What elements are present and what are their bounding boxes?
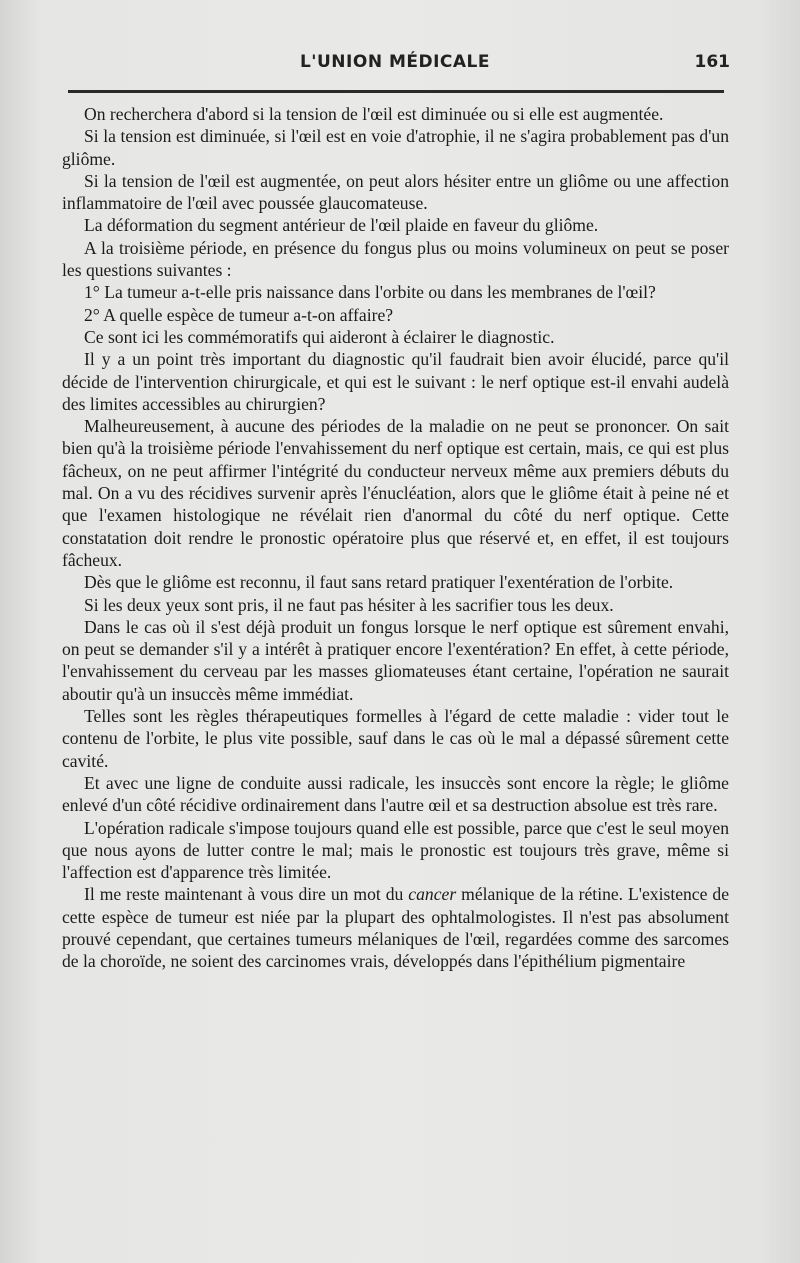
paragraph: 2° A quelle espèce de tumeur a-t-on affaire? [84, 304, 394, 325]
paragraph: L'opération radicale s'impose toujours quand elle est possible, parce que c'est le seul moyen que nous ayons de lutter contre le mal; mais le pronostic est toujours très grave, même si l'affection est d'apparence très limitée. [62, 817, 729, 883]
page-number: 161 [694, 52, 730, 72]
paragraph: 1° La tumeur a-t-elle pris naissance dans l'orbite ou dans les membranes de l'œil? [84, 282, 656, 303]
paragraph: Dans le cas où il s'est déjà produit un fongus lorsque le nerf optique est sûrement envahi, on peut se demander s'il y a intérêt à pratiquer encore l'exentération? En effet, à cette période, l'envahissement du cerveau par les masses gliomateuses étant certaine, l'opération ne saurait aboutir qu'à un insuccès même immédiat. [62, 616, 729, 704]
journal-title: L'UNION MÉDICALE [299, 52, 491, 72]
paragraph: Si la tension est diminuée, si l'œil est en voie d'atrophie, il ne s'agira probablement pas d'un gliôme. [62, 126, 729, 169]
paragraph: On recherchera d'abord si la tension de l'œil est diminuée ou si elle est augmentée. [84, 104, 664, 124]
paragraph: Si les deux yeux sont pris, il ne faut pas hésiter à les sacrifier tous les deux. [84, 594, 614, 615]
paragraph: Malheureusement, à aucune des périodes de la maladie on ne peut se prononcer. On sait bien qu'à la troisième période l'envahissement du nerf optique est certain, mais, ce qui est plus fâcheux, on ne peut affirmer l'intégrité du conducteur nerveux même aux premiers débuts du mal. On a vu des récidives survenir après l'énucléation, alors que le gliôme était à peine né et que l'examen histologique ne révélait rien d'anormal du côté du nerf optique. Cette constatation doit rendre le pronostic opératoire plus que réservé et, en effet, il est toujours fâcheux. [62, 416, 729, 570]
paragraph: Dès que le gliôme est reconnu, il faut sans retard pratiquer l'exentération de l'orbite. [84, 572, 674, 593]
article-body [62, 103, 729, 973]
text-run: mélanique de la rétine. L'existence de cette espèce de tumeur est niée par la plupart des ophtalmologistes. Il n'est pas absolument prouvé cependant, que certaines tumeurs mélaniques de l'œil, regardées comme des sarcomes de la choroïde, ne soient des carcinomes vrais, développés dans l'épithélium pigmentaire [62, 884, 730, 972]
paragraph: Telles sont les règles thérapeutiques formelles à l'égard de cette maladie : vider tout le contenu de l'orbite, le plus vite possible, sauf dans le cas où le mal a dépassé sûrement cette cavité. [62, 706, 729, 771]
paragraph: La déformation du segment antérieur de l'œil plaide en faveur du gliôme. [84, 215, 599, 236]
text-run: Il me reste maintenant à vous dire un mot du [84, 884, 409, 905]
paragraph: Et avec une ligne de conduite aussi radicale, les insuccès sont encore la règle; le gliôme enlevé d'un côté récidive ordinairement dans l'autre œil et sa destruction absolue est très rare. [62, 772, 729, 816]
paragraph: Si la tension de l'œil est augmentée, on peut alors hésiter entre un gliôme ou une affection inflammatoire de l'œil avec poussée glaucomateuse. [62, 170, 729, 214]
paragraph: A la troisième période, en présence du fongus plus ou moins volumineux on peut se poser les questions suivantes : [62, 237, 729, 281]
paragraph: Il y a un point très important du diagnostic qu'il faudrait bien avoir élucidé, parce qu'il décide de l'intervention chirurgicale, et qui est le suivant : le nerf optique est-il envahi audelà des limites accessibles au chirurgien? [62, 349, 729, 414]
paragraph-last [62, 883, 729, 972]
paragraph: Ce sont ici les commémoratifs qui aideront à éclairer le diagnostic. [84, 326, 555, 347]
running-head [60, 52, 730, 74]
emphasis-word: cancer [408, 884, 457, 905]
header-rule [68, 90, 724, 93]
